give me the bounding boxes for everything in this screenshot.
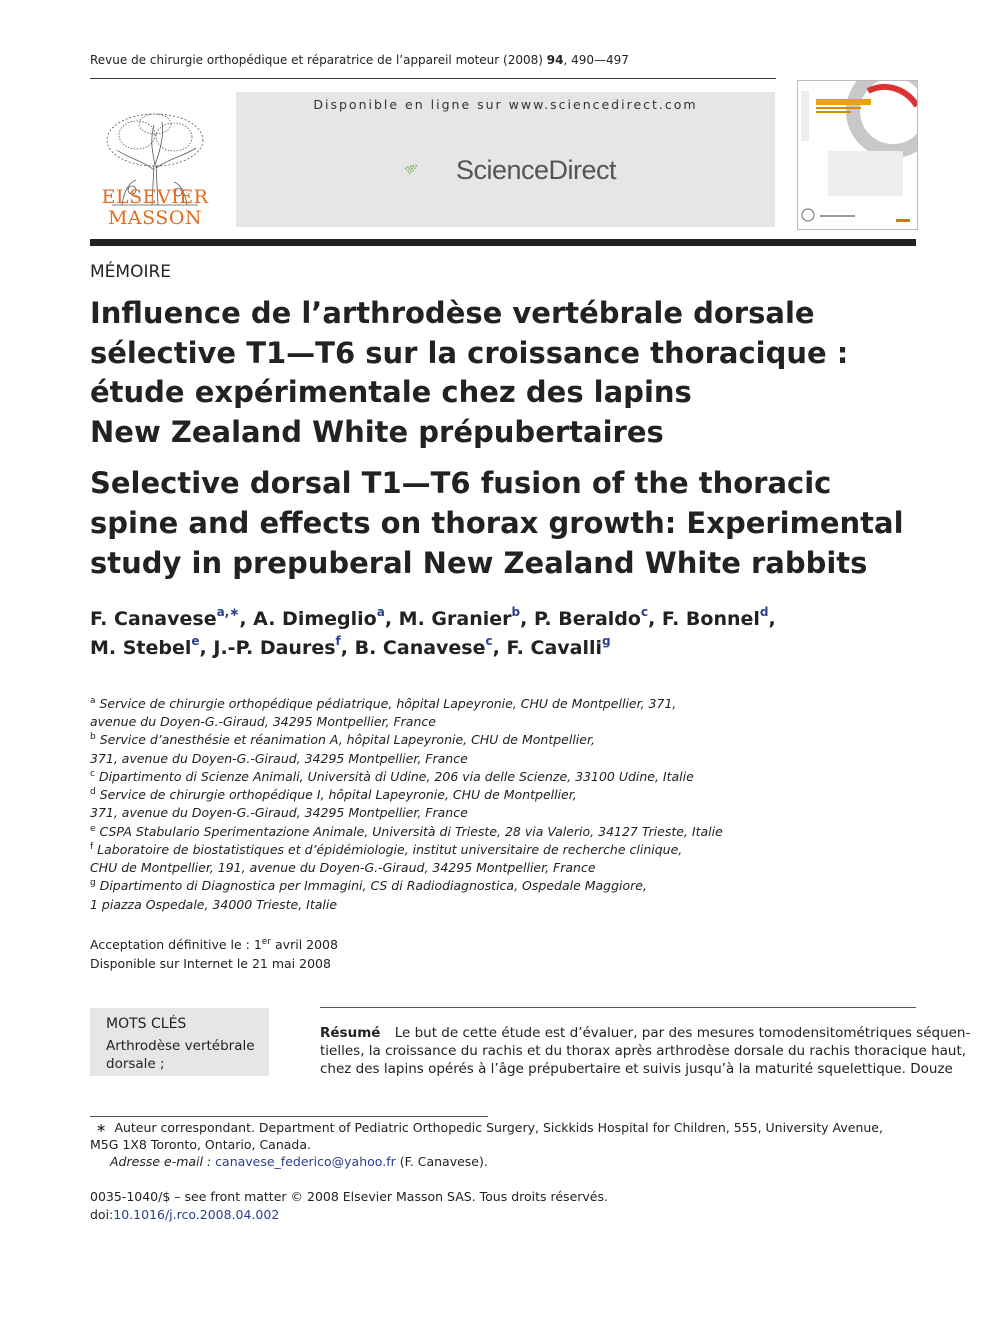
footnote-email-line: Adresse e-mail : canavese_federico@yahoo.fr (F. Canavese). <box>110 1154 488 1169</box>
author-affiliation-mark[interactable]: b <box>511 605 521 619</box>
author-name: M. Granier <box>398 608 512 630</box>
author-name: F. Canavese <box>90 608 217 630</box>
title-fr-line: Influence de l’arthrodèse vertébrale dorsale <box>90 296 815 330</box>
affiliation-line: $^c$ Dipartimento di Scienze Animali, Università di Udine, 206 via delle Scienze, 33100 Udine, Italie <box>90 769 694 784</box>
author-affiliation-mark[interactable]: a,∗ <box>216 605 240 619</box>
journal-cover-thumbnail <box>797 80 918 230</box>
sciencedirect-dots-icon <box>404 150 464 190</box>
title-en-line: Selective dorsal T1—T6 fusion of the thoracic <box>90 466 832 500</box>
title-en-line: spine and effects on thorax growth: Experimental <box>90 506 904 540</box>
affiliation-line: $^e$ CSPA Stabulario Sperimentazione Animale, Università di Trieste, 28 via Valerio, 34127 Trieste, Italie <box>90 824 723 839</box>
author-affiliation-mark[interactable]: a <box>376 605 385 619</box>
journal-cover-icon <box>798 81 917 229</box>
accepted-date: Acceptation définitive le : 1er avril 2008 <box>90 937 338 952</box>
journal-volume: 94 <box>546 53 564 67</box>
header-rule <box>90 78 776 79</box>
abstract-line: Résumé Le but de cette étude est d’évaluer, par des mesures tomodensitométriques séquen- <box>320 1025 971 1041</box>
title-fr-line: étude expérimentale chez des lapins <box>90 375 692 409</box>
affiliation-line: $^a$ Service de chirurgie orthopédique pédiatrique, hôpital Lapeyronie, CHU de Montpellier, 371, <box>90 696 677 711</box>
affiliation-line: $^b$ Service d’anesthésie et réanimation A, hôpital Lapeyronie, CHU de Montpellier, <box>90 732 595 747</box>
footnote-line: M5G 1X8 Toronto, Ontario, Canada. <box>90 1137 311 1152</box>
sciencedirect-name: ScienceDirect <box>456 155 617 185</box>
title-fr-line: sélective T1—T6 sur la croissance thoracique : <box>90 336 849 370</box>
abstract-rule <box>320 1007 916 1008</box>
doi-link[interactable]: 10.1016/j.rco.2008.04.002 <box>113 1207 280 1222</box>
keyword-line: dorsale ; <box>106 1056 165 1072</box>
affiliation-line: 371, avenue du Doyen-G.-Giraud, 34295 Montpellier, France <box>90 751 468 766</box>
author-name: B. Canavese <box>354 637 486 659</box>
author-name: M. Stebel <box>90 637 192 659</box>
authors-line-2: M. Stebel$^e$, J.-P. Daures$^f$, B. Canavese$^c$, F. Cavalli$^g$ <box>90 634 611 659</box>
author-name: F. Bonnel <box>661 608 760 630</box>
footnote-line: ∗ Auteur correspondant. Department of Pediatric Orthopedic Surgery, Sickkids Hospital for Children, 555, University Avenue, <box>96 1120 883 1135</box>
header-thick-rule <box>90 239 916 246</box>
affiliation-line: $^f$ Laboratoire de biostatistiques et d’épidémiologie, institut universitaire de recherche clinique, <box>90 842 683 857</box>
author-affiliation-mark[interactable]: c <box>485 634 493 648</box>
author-affiliation-mark[interactable]: e <box>191 634 200 648</box>
author-name: J.-P. Daures <box>213 637 336 659</box>
footnote-rule <box>90 1116 488 1117</box>
keyword-line: Arthrodèse vertébrale <box>106 1038 255 1054</box>
copyright-line: 0035-1040/$ – see front matter © 2008 Elsevier Masson SAS. Tous droits réservés. <box>90 1189 608 1204</box>
affiliation-line: $^d$ Service de chirurgie orthopédique I, hôpital Lapeyronie, CHU de Montpellier, <box>90 787 577 802</box>
online-date: Disponible sur Internet le 21 mai 2008 <box>90 956 331 971</box>
author-affiliation-mark[interactable]: g <box>602 634 611 648</box>
author-affiliation-mark[interactable]: f <box>335 634 341 648</box>
publisher-name-line2: MASSON <box>107 207 203 229</box>
authors-line-1: F. Canavese$^{a,∗}$, A. Dimeglio$^a$, M. Granier$^b$, P. Beraldo$^c$, F. Bonnel$^d$, <box>90 605 776 630</box>
affiliation-line: avenue du Doyen-G.-Giraud, 34295 Montpellier, France <box>90 714 436 729</box>
author-name: A. Dimeglio <box>253 608 377 630</box>
author-name: P. Beraldo <box>533 608 641 630</box>
publisher-name-line1: ELSEVIER <box>101 186 209 208</box>
title-fr-line: New Zealand White prépubertaires <box>90 415 664 449</box>
email-link[interactable]: canavese_federico@yahoo.fr <box>215 1154 396 1169</box>
sciencedirect-available-text: Disponible en ligne sur www.sciencedirect.com <box>313 97 698 112</box>
affiliation-line: 371, avenue du Doyen-G.-Giraud, 34295 Montpellier, France <box>90 805 468 820</box>
affiliation-line: $^g$ Dipartimento di Diagnostica per Immagini, CS di Radiodiagnostica, Ospedale Maggiore, <box>90 878 647 893</box>
affiliation-line: 1 piazza Ospedale, 34000 Trieste, Italie <box>90 897 338 912</box>
author-affiliation-mark[interactable]: d <box>759 605 769 619</box>
title-en-line: study in prepuberal New Zealand White rabbits <box>90 546 868 580</box>
journal-reference: Revue de chirurgie orthopédique et réparatrice de l’appareil moteur (2008) 94, 490—497 <box>90 53 629 67</box>
keywords-title: MOTS CLÉS <box>106 1016 187 1032</box>
section-label: MÉMOIRE <box>90 262 172 282</box>
affiliation-line: CHU de Montpellier, 191, avenue du Doyen-G.-Giraud, 34295 Montpellier, France <box>90 860 596 875</box>
author-affiliation-mark[interactable]: c <box>640 605 649 619</box>
abstract-line: tielles, la croissance du rachis et du thorax après arthrodèse dorsale du rachis thoracique haut, <box>320 1043 967 1059</box>
abstract-label: Résumé <box>320 1025 381 1041</box>
abstract-line: chez des lapins opérés à l’âge prépubertaire et suivis jusqu’à la maturité squelettique. Douze <box>320 1061 953 1077</box>
author-name: F. Cavalli <box>506 637 603 659</box>
doi-line: doi:10.1016/j.rco.2008.04.002 <box>90 1207 280 1222</box>
